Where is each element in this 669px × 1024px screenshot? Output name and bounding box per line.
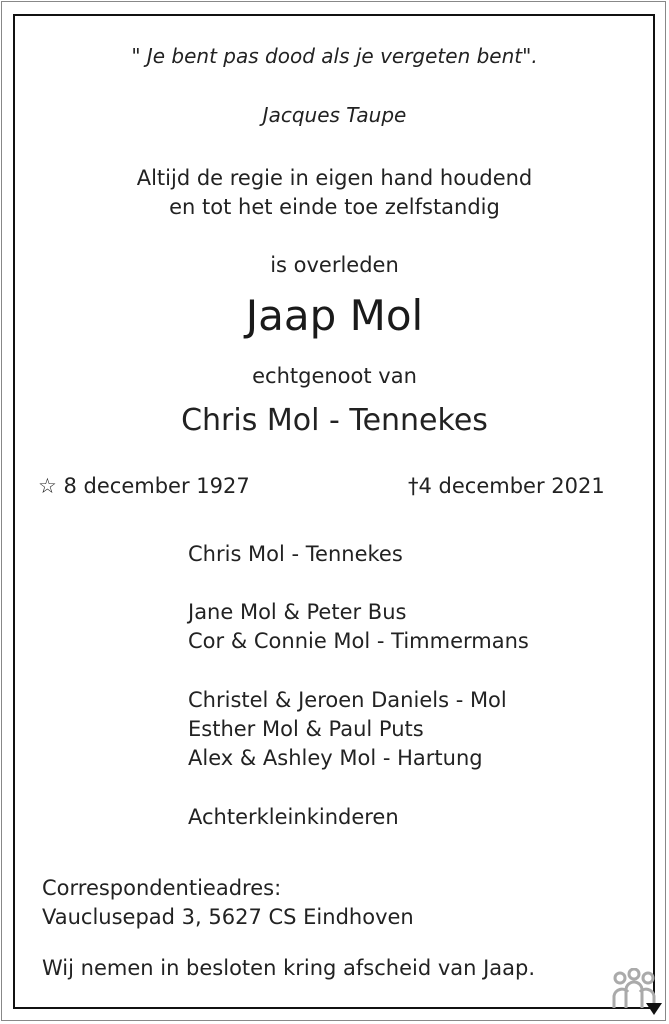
birth-date: 8 december 1927: [63, 474, 250, 498]
family-member: Chris Mol - Tennekes: [188, 542, 403, 566]
family-member: Achterkleinkinderen: [188, 805, 399, 829]
closing-text: Wij nemen in besloten kring afscheid van Jaap.: [42, 956, 536, 980]
family-member: Esther Mol & Paul Puts: [188, 717, 424, 741]
intro-line-2: en tot het einde toe zelfstandig: [169, 195, 500, 219]
spouse-name: Chris Mol - Tennekes: [181, 403, 488, 438]
family-member: Alex & Ashley Mol - Hartung: [188, 746, 483, 770]
arrow-down-icon[interactable]: [645, 1002, 663, 1016]
deceased-name: Jaap Mol: [245, 291, 424, 340]
correspondence-label: Correspondentieadres:: [42, 876, 282, 900]
birth-date-row: [38, 474, 250, 498]
quote: " Je bent pas dood als je vergeten bent".: [131, 44, 538, 68]
intro-line-1: Altijd de regie in eigen hand houdend: [136, 166, 533, 190]
family-member: Cor & Connie Mol - Timmermans: [188, 629, 529, 653]
quote-author: Jacques Taupe: [262, 103, 407, 127]
obituary-border: [13, 14, 655, 1009]
passed-text: is overleden: [270, 253, 399, 277]
correspondence-address: Vauclusepad 3, 5627 CS Eindhoven: [42, 905, 414, 929]
family-member: Christel & Jeroen Daniels - Mol: [188, 688, 507, 712]
spouse-intro: echtgenoot van: [252, 364, 417, 388]
star-icon: ☆: [38, 474, 57, 498]
cross-icon: †: [408, 474, 419, 498]
death-date: 4 december 2021: [418, 474, 605, 498]
family-member: Jane Mol & Peter Bus: [188, 600, 407, 624]
death-date-row: [408, 474, 605, 498]
